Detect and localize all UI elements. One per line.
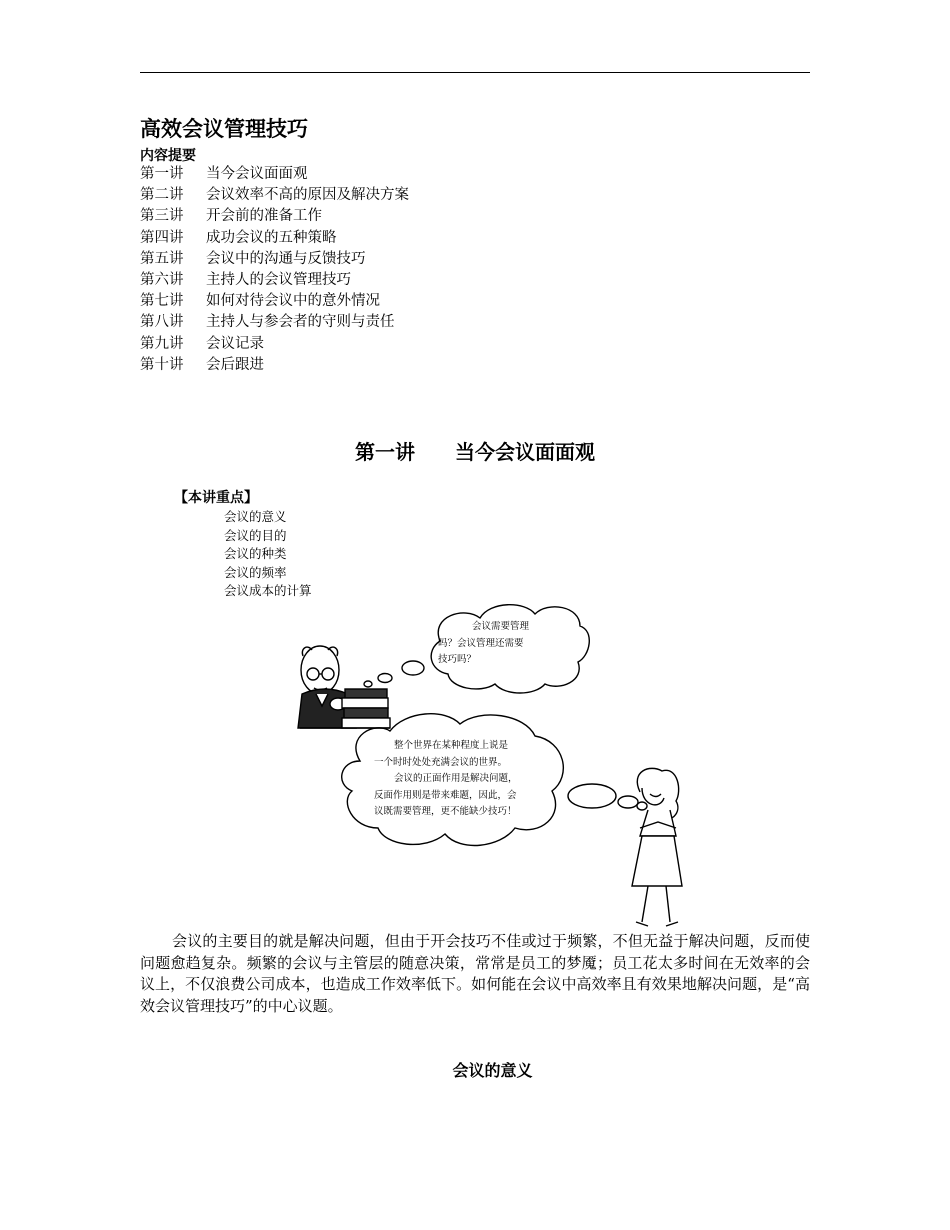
- table-of-contents: [140, 164, 409, 376]
- toc-item-number: 第五讲: [140, 250, 184, 267]
- toc-heading: 内容提要: [140, 148, 196, 164]
- toc-item: [140, 270, 409, 291]
- toc-item: [140, 185, 409, 206]
- toc-item-title: 会后跟进: [206, 356, 264, 373]
- toc-item-number: 第七讲: [140, 293, 184, 310]
- lecture-title: [0, 436, 950, 465]
- toc-item-title: 开会前的准备工作: [206, 208, 322, 225]
- toc-item-title: 当今会议面面观: [206, 166, 308, 182]
- toc-item: [140, 249, 409, 270]
- thought-dot: [402, 661, 424, 675]
- man-figure: [298, 646, 390, 728]
- toc-item-number: 第二讲: [140, 187, 184, 204]
- toc-item-number: 第九讲: [140, 335, 184, 352]
- toc-item: [140, 355, 409, 376]
- intro-paragraph: 会议的主要目的就是解决问题，但由于开会技巧不佳或过于频繁，不但无益于解决问题，反而使问题愈趋复杂。频繁的会议与主管层的随意决策，常常是员工的梦魇；员工花太多时间在无效率的会议上，不仅浪费公司成本，也造成工作效率低下。如何能在会议中高效率且有效果地解决问题，是“高效会议管理技巧”的中心议题。: [140, 932, 810, 1015]
- toc-item-number: 第三讲: [140, 208, 184, 225]
- key-point: 会议的种类: [224, 546, 287, 561]
- thought-dot: [378, 674, 392, 683]
- toc-item-title: 主持人的会议管理技巧: [206, 271, 351, 288]
- key-point: 会议的频率: [224, 564, 287, 580]
- toc-item-number: 第六讲: [140, 271, 184, 288]
- toc-item: [140, 312, 409, 333]
- toc-item-title: 会议记录: [206, 335, 264, 352]
- thought-dot: [618, 796, 638, 808]
- woman-figure: [632, 768, 682, 926]
- toc-item-number: 第八讲: [140, 314, 184, 331]
- toc-item-title: 会议中的沟通与反馈技巧: [206, 250, 366, 267]
- document-title: 高效会议管理技巧: [140, 117, 308, 141]
- key-points-heading: 【本讲重点】: [174, 490, 258, 506]
- bubble-top-text: 会议需要管理 吗？会议管理还需要 技巧吗？: [438, 621, 530, 665]
- toc-item-number: 第十讲: [140, 356, 184, 373]
- key-point: 会议的目的: [224, 527, 287, 543]
- header-rule: [140, 72, 810, 73]
- toc-item: [140, 206, 409, 227]
- lecture-number: 第一讲: [355, 440, 415, 464]
- toc-item: [140, 164, 409, 185]
- toc-item: [140, 228, 409, 249]
- bubble-bottom-text: 整个世界在某种程度上说是 一个时时处处充满会议的世界。 会议的正面作用是解决问题， 反面作用则是带来难题，因此，会 议既需要管理，更不能缺少技巧！: [374, 740, 518, 817]
- toc-item: [140, 291, 409, 312]
- thought-dot: [637, 802, 647, 810]
- toc-item-title: 主持人与参会者的守则与责任: [206, 314, 395, 331]
- key-points-list: [224, 508, 312, 601]
- toc-item-title: 如何对待会议中的意外情况: [206, 293, 380, 310]
- thought-dot: [364, 681, 372, 687]
- key-point: 会议的意义: [224, 509, 287, 524]
- toc-item-number: 第四讲: [140, 229, 184, 246]
- lecture-name: 当今会议面面观: [455, 440, 595, 464]
- key-point: 会议成本的计算: [224, 583, 312, 598]
- toc-item: [140, 334, 409, 355]
- toc-item-number: 第一讲: [140, 166, 184, 182]
- thought-dot: [568, 784, 616, 808]
- section-heading: 会议的意义: [452, 1061, 533, 1080]
- toc-item-title: 会议效率不高的原因及解决方案: [206, 187, 409, 204]
- toc-item-title: 成功会议的五种策略: [206, 229, 337, 246]
